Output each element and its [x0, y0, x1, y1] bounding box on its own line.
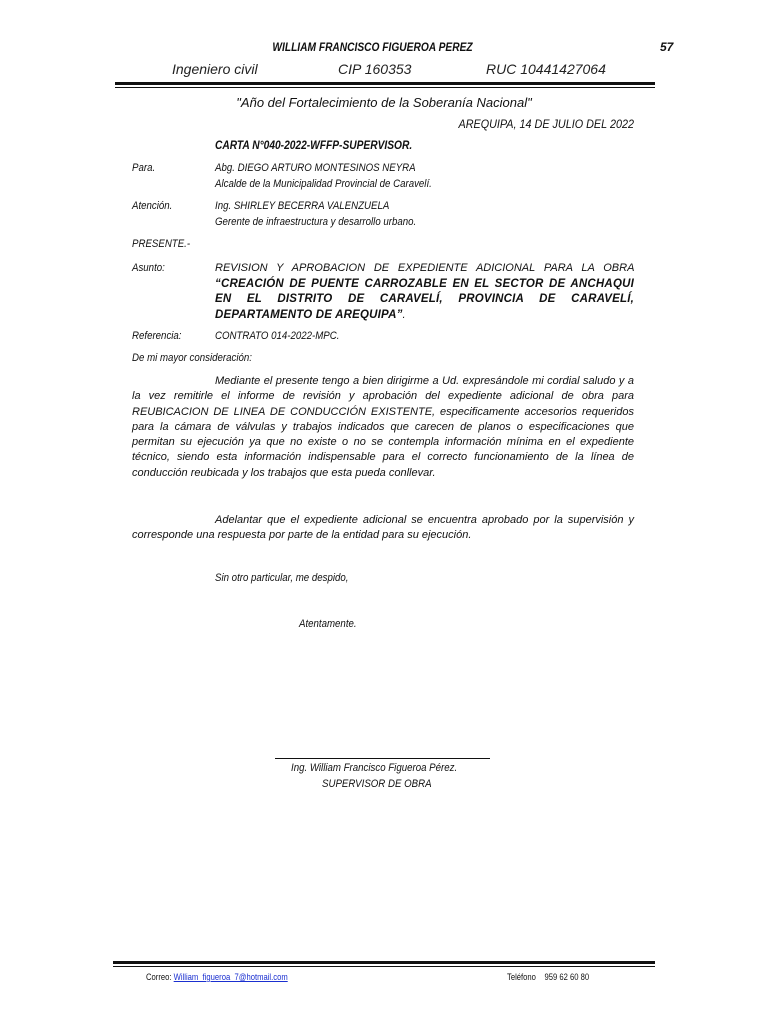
signatory-title: SUPERVISOR DE OBRA — [322, 778, 432, 790]
attention-role: Gerente de infraestructura y desarrollo urbano. — [215, 216, 417, 228]
footer-email — [146, 972, 288, 982]
letter-date: AREQUIPA, 14 DE JULIO DEL 2022 — [458, 117, 634, 131]
reference-value: CONTRATO 014-2022-MPC. — [215, 330, 340, 342]
attention-name: Ing. SHIRLEY BECERRA VALENZUELA — [215, 200, 390, 212]
presente: PRESENTE.- — [132, 238, 191, 250]
body-paragraph — [132, 374, 634, 481]
body-paragraph-text: Mediante el presente tengo a bien dirigirme a Ud. expresándole mi cordial saludo y a la vez remitirle el informe de revisión y aprobación del expediente adicional de obra para REUBICACION DE LINEA DE CONDUCCIÓN EXISTENTE, especificamente accesorios requeridos para la cámara de válvulas y trabajos indicados que carecen de planos o especificaciones que permitan su ejecución ya que no existe o no se contempla información mínima en el expediente técnico, siendo esta información indispensable para el correcto funcionamiento de la línea de conducción reubicada y los trabajos que esta pueda conllevar. — [132, 375, 634, 479]
phone-number: 959 62 60 80 — [544, 972, 590, 982]
referencia-label: Referencia: — [132, 330, 182, 342]
body-paragraph — [132, 513, 634, 544]
para-label: Para. — [132, 162, 156, 174]
salutation: De mi mayor consideración: — [132, 352, 252, 364]
cip-number: CIP 160353 — [338, 61, 412, 77]
ruc-number: RUC 10441427064 — [486, 61, 606, 77]
header-divider-thin — [115, 87, 655, 88]
asunto-label: Asunto: — [132, 262, 165, 274]
signature-line — [275, 758, 490, 759]
footer-phone — [507, 972, 589, 982]
author-name: WILLIAM FRANCISCO FIGUEROA PEREZ — [272, 40, 473, 54]
recipient-name: Abg. DIEGO ARTURO MONTESINOS NEYRA — [215, 162, 416, 174]
recipient-role: Alcalde de la Municipalidad Provincial de Caravelí. — [215, 178, 432, 190]
page-number: 57 — [660, 40, 674, 54]
body-paragraph-text: Adelantar que el expediente adicional se encuentra aprobado por la supervisión y corresponde una respuesta por parte de la entidad para su ejecución. — [132, 514, 634, 542]
phone-label: Teléfono — [507, 972, 536, 982]
atencion-label: Atención. — [132, 200, 173, 212]
email-label: Correo: — [146, 972, 172, 982]
letter-number: CARTA N°040-2022-WFFP-SUPERVISOR. — [215, 138, 413, 152]
signatory-name: Ing. William Francisco Figueroa Pérez. — [291, 762, 458, 774]
profession: Ingeniero civil — [172, 61, 258, 77]
email-link[interactable]: William_figueroa_7@hotmail.com — [173, 972, 288, 982]
subject-plain: REVISION Y APROBACION DE EXPEDIENTE ADICIONAL PARA LA OBRA — [215, 262, 634, 274]
year-motto: "Año del Fortalecimiento de la Soberanía Nacional" — [236, 95, 532, 110]
closing-line: Sin otro particular, me despido, — [215, 572, 349, 584]
subject-project: “CREACIÓN DE PUENTE CARROZABLE EN EL SECTOR DE ANCHAQUI EN EL DISTRITO DE CARAVELÍ, PROVINCIA DE CARAVELÍ, DEPARTAMENTO DE AREQUIPA” — [215, 277, 634, 321]
header-divider — [115, 82, 655, 85]
footer-divider — [113, 961, 655, 964]
subject-text — [215, 261, 634, 323]
footer-divider-thin — [113, 966, 655, 967]
subject-end: . — [402, 308, 406, 321]
regards: Atentamente. — [299, 618, 357, 630]
